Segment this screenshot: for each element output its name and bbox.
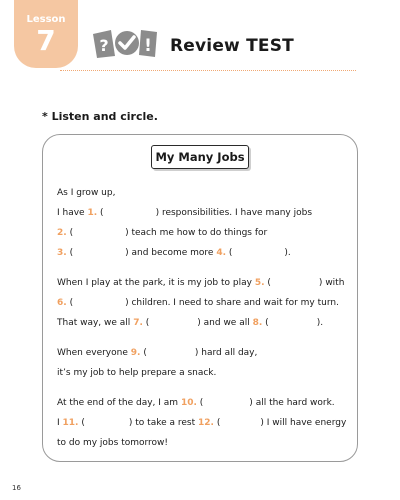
line-text: to take a rest	[135, 418, 196, 428]
close-paren: )	[316, 318, 321, 328]
open-paren: (	[69, 298, 74, 308]
blank-number: 6.	[57, 298, 67, 308]
open-paren: (	[265, 318, 269, 328]
answer-blank-10[interactable]	[181, 397, 253, 409]
open-paren: (	[199, 398, 204, 408]
close-paren: )	[197, 318, 201, 328]
story-line	[57, 317, 323, 329]
answer-blank-8[interactable]	[252, 317, 324, 329]
line-text: .	[320, 318, 324, 328]
story-line	[57, 437, 168, 449]
story-line	[57, 207, 312, 219]
close-paren: )	[128, 418, 133, 428]
line-text: When I play at the park, it is my job to play	[57, 278, 252, 288]
line-text: children. I need to share and wait for my turn.	[131, 298, 339, 308]
blank-number: 5.	[254, 278, 265, 288]
title-divider	[60, 70, 356, 71]
blank-number: 4.	[216, 248, 227, 258]
blank-number: 11.	[62, 418, 79, 428]
line-text: As I grow up,	[57, 188, 116, 198]
close-paren: )	[125, 248, 129, 258]
review-icons	[91, 26, 161, 60]
line-text: hard all day,	[201, 348, 258, 358]
open-paren: (	[69, 248, 74, 258]
line-text: to do my jobs tomorrow!	[57, 438, 169, 448]
page-title: Review TEST	[170, 36, 294, 56]
answer-blank-5[interactable]	[255, 277, 323, 289]
answer-blank-9[interactable]	[131, 347, 199, 359]
line-text: teach me how to do things for	[131, 228, 268, 238]
answer-blank-1[interactable]	[87, 207, 159, 219]
open-paren: (	[100, 208, 104, 218]
story-title: My Many Jobs	[151, 145, 249, 169]
blank-number: 7.	[133, 318, 143, 328]
blank-number: 3.	[57, 248, 67, 258]
story-line	[57, 277, 344, 289]
line-text: When everyone	[57, 348, 128, 358]
close-paren: )	[318, 278, 323, 288]
answer-blank-7[interactable]	[133, 317, 201, 329]
answer-blank-3[interactable]	[57, 247, 129, 259]
line-text: and become more	[131, 248, 214, 258]
lesson-label: Lesson	[26, 14, 66, 25]
line-text: all the hard work.	[255, 398, 335, 408]
svg-text:!: !	[144, 36, 152, 56]
svg-text:?: ?	[99, 36, 109, 55]
line-text: At the end of the day, I am	[57, 398, 179, 408]
answer-blank-11[interactable]	[63, 417, 133, 429]
exclamation-mark-icon	[139, 30, 157, 57]
close-paren: )	[249, 398, 253, 408]
open-paren: (	[69, 228, 74, 238]
check-mark-icon	[115, 31, 139, 55]
blank-number: 1.	[87, 208, 98, 218]
blank-number: 8.	[252, 318, 263, 328]
answer-blank-2[interactable]	[57, 227, 129, 239]
line-text: responsibilities. I have many jobs	[161, 208, 313, 218]
lesson-tab	[14, 0, 78, 68]
line-text: it’s my job to help prepare a snack.	[57, 368, 217, 378]
line-text: I have	[57, 208, 85, 218]
story-box	[42, 134, 358, 462]
question-mark-icon	[93, 30, 115, 58]
story-line	[57, 297, 339, 309]
close-paren: )	[125, 228, 129, 238]
open-paren: (	[143, 348, 147, 358]
line-text: That way, we all	[57, 318, 131, 328]
blank-number: 2.	[57, 228, 67, 238]
story-line	[57, 187, 115, 199]
story-line	[57, 347, 257, 359]
answer-blank-6[interactable]	[57, 297, 129, 309]
story-line	[57, 247, 291, 259]
answer-blank-4[interactable]	[216, 247, 288, 259]
instruction: * Listen and circle.	[42, 110, 158, 123]
close-paren: )	[284, 248, 288, 258]
blank-number: 12.	[198, 418, 214, 428]
close-paren: )	[155, 208, 160, 218]
page-number: 16	[12, 484, 21, 492]
close-paren: )	[194, 348, 199, 358]
story-line	[57, 227, 267, 239]
line-text: .	[287, 248, 291, 258]
answer-blank-12[interactable]	[198, 417, 264, 429]
story-line	[57, 397, 335, 409]
open-paren: (	[216, 418, 221, 428]
line-text: I	[57, 418, 60, 428]
line-text: and we all	[203, 318, 250, 328]
open-paren: (	[267, 278, 271, 288]
blank-number: 10.	[180, 398, 197, 408]
open-paren: (	[228, 248, 233, 258]
line-text: with	[325, 278, 345, 288]
lesson-number: 7	[36, 24, 56, 57]
open-paren: (	[81, 418, 85, 428]
close-paren: )	[260, 418, 264, 428]
story-line	[57, 367, 216, 379]
story-line	[57, 417, 346, 429]
open-paren: (	[145, 318, 150, 328]
blank-number: 9.	[130, 348, 141, 358]
line-text: I will have energy	[266, 418, 347, 428]
close-paren: )	[125, 298, 129, 308]
